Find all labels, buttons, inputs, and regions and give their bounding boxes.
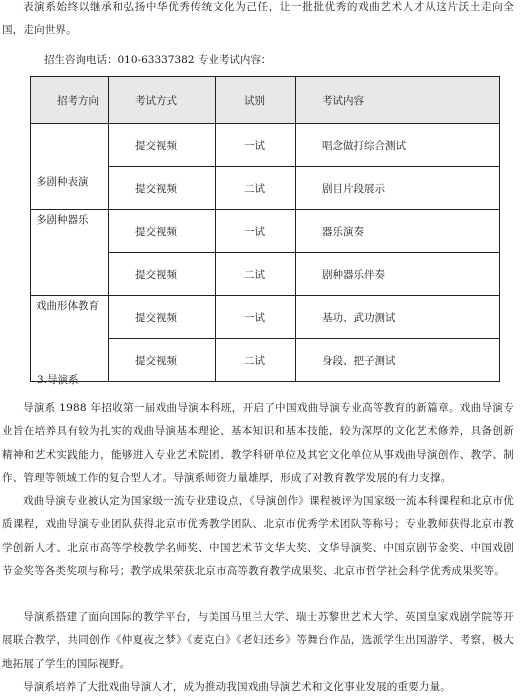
exam-content-table: [30, 76, 500, 382]
section-heading: 3.导演系: [37, 374, 79, 386]
header-method: 考试方式: [109, 77, 216, 124]
category-cell: [31, 210, 109, 296]
method-cell: 提交视频: [109, 124, 216, 167]
content-cell: 基功、武功测试: [296, 296, 500, 339]
section-paragraph-4: 导演系培养了大批戏曲导演人才，成为推动我国戏曲导演艺术和文化事业发展的重要力量。: [23, 681, 451, 693]
method-cell: 提交视频: [109, 167, 216, 210]
category-label: 戏曲形体教育: [36, 300, 99, 312]
method-cell: 提交视频: [109, 339, 216, 382]
content-cell: 身段、把子测试: [296, 339, 500, 382]
category-label: 多剧种表演: [36, 176, 89, 188]
round-cell: 二试: [216, 339, 296, 382]
table-row: [31, 210, 500, 253]
category-label: 多剧种器乐: [36, 214, 89, 226]
round-cell: 一试: [216, 124, 296, 167]
method-cell: 提交视频: [109, 296, 216, 339]
table-row: [31, 124, 500, 167]
contact-line: 招生咨询电话：010-63337382 专业考试内容：: [44, 54, 272, 66]
header-direction: 招考方向: [31, 77, 109, 124]
round-cell: 一试: [216, 210, 296, 253]
method-cell: 提交视频: [109, 210, 216, 253]
content-cell: 器乐演奏: [296, 210, 500, 253]
round-cell: 二试: [216, 167, 296, 210]
section-paragraph-3: 导演系搭建了面向国际的教学平台，与美国马里兰大学、瑞士苏黎世艺术大学、英国皇家戏剧学院等开展联合教学，共同创作《仲夏夜之梦》《麦克白》《老妇还乡》等舞台作品，选派学生出国游学、考察，极大地拓展了学生的国际视野。: [2, 611, 514, 670]
round-cell: 二试: [216, 253, 296, 296]
round-cell: 一试: [216, 296, 296, 339]
method-cell: 提交视频: [109, 253, 216, 296]
intro-paragraph: 表演系始终以继承和弘扬中华优秀传统文化为己任，让一批批优秀的戏曲艺术人才从这片沃土走向全国，走向世界。: [2, 1, 514, 37]
section-paragraph-2: 戏曲导演专业被认定为国家级一流专业建设点，《导演创作》课程被评为国家级一流本科课程和北京市优质课程，戏曲导演专业团队获得北京市优秀教学团队、北京市优秀学术团队等称号；专业教师获得北京市教学创新人才、北京市高等学校教学名师奖、中国艺术节文华大奖、文华导演奖、中国京剧节金奖、中国戏剧节金奖等各类奖项与称号；教学成果荣获北京市高等教育教学成果奖、北京市哲学社会科学优秀成果奖等。: [2, 495, 514, 577]
table-row: [31, 296, 500, 339]
content-cell: 唱念做打综合测试: [296, 124, 500, 167]
content-cell: 剧种器乐伴奏: [296, 253, 500, 296]
category-cell: [31, 124, 109, 210]
table-header-row: [31, 77, 500, 124]
category-cell: [31, 296, 109, 382]
header-content: 考试内容: [296, 77, 500, 124]
content-cell: 剧目片段展示: [296, 167, 500, 210]
section-paragraph-1: 导演系 1988 年招收第一届戏曲导演本科班，开启了中国戏曲导演专业高等教育的新篇章。戏曲导演专业旨在培养具有较为扎实的戏曲导演基本理论、基本知识和基本技能，较为深厚的文化艺术修养，具备创新精神和艺术实践能力，能够进入专业艺术院团、教学科研单位及其它文化单位从事戏曲导演创作、教学、制作、管理等领域工作的复合型人才。导演系师资力量雄厚，形成了对教育教学发展的有力支撑。: [2, 402, 514, 484]
header-round: 试别: [216, 77, 296, 124]
